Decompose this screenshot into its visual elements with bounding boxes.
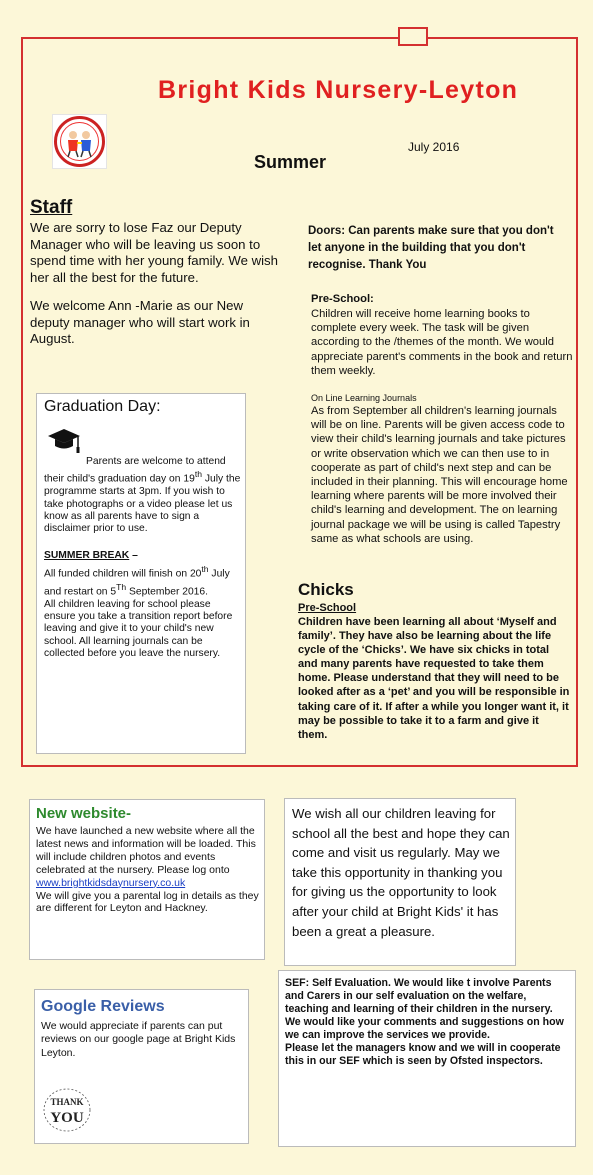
summer-break-text: [44, 563, 244, 661]
break-text-d: All children leaving for school please ensure you take a transition report before leaving and give it to your child's new school. All learning journals can be collected before you leave the nursery.: [44, 598, 233, 660]
thank-you-icon: [42, 1085, 92, 1135]
you-text: YOU: [50, 1110, 84, 1126]
graduation-heading: Graduation Day:: [44, 398, 161, 415]
farewell-text: We wish all our children leaving for school all the best and hope they can come and visit us regularly. May we take this opportunity in thanking you for giving us the opportunity to look after your child at Bright Kids' it has been a great a pleasure.: [292, 806, 510, 939]
website-link[interactable]: www.brightkidsdaynursery.co.uk: [36, 876, 186, 889]
break-text-c: September 2016.: [126, 586, 208, 598]
chicks-subheading: Pre-School: [298, 602, 357, 614]
sef-paragraph-2: We would like your comments and suggestions on how we can improve the services we provide.: [285, 1016, 564, 1041]
staff-paragraph-2: We welcome Ann -Marie as our New deputy manager who will start work in August.: [30, 298, 250, 346]
break-sup-a: th: [201, 564, 209, 574]
sef-paragraph-1: SEF: Self Evaluation. We would like t involve Parents and Carers in our self evaluation on the welfare, teaching and learning of their children in the nursery.: [285, 977, 553, 1015]
summer-break-heading: [44, 550, 138, 561]
frame-tab: [398, 27, 428, 46]
new-website-text: [36, 825, 262, 915]
doors-notice: Doors: Can parents make sure that you don't let anyone in the building that you don't recognise. Thank You: [308, 225, 554, 271]
google-reviews-heading: Google Reviews: [41, 998, 165, 1015]
newsletter-date: July 2016: [408, 140, 460, 154]
graduation-text: [44, 456, 244, 536]
staff-paragraph-1: We are sorry to lose Faz our Deputy Manager who will be leaving us soon to spend time with her young family. We wish her all the best for the future.: [30, 220, 278, 285]
summer-break-dash: –: [129, 550, 138, 561]
chicks-heading: Chicks: [298, 580, 354, 599]
graduation-cap-icon: [46, 426, 86, 456]
break-text-b: July and restart on 5: [44, 568, 230, 598]
staff-heading: Staff: [30, 197, 73, 218]
summer-break-title: SUMMER BREAK: [44, 550, 130, 561]
season-heading: Summer: [254, 152, 327, 172]
break-sup-b: Th: [116, 581, 127, 592]
sef-text: [285, 977, 572, 1068]
nursery-logo-icon: [52, 114, 107, 169]
chicks-text: Children have been learning all about ‘Myself and family’. They have also be learning about the life cycle of the ‘Chicks’. We have six chicks in total and many parents have requested to take them home. Please understand that they will need to be looked after as a ‘pet’ and you will be responsible in taking care of it. If after a while you longer want it, it may be possible to take it to a farm and give it them.: [298, 616, 570, 741]
break-text-a: All funded children will finish on 20: [44, 568, 202, 580]
graduation-sup-a: th: [194, 469, 202, 480]
preschool-text: Children will receive home learning books to complete every week. The task will be given according to the /themes of the month. We would appreciate parent's comments in the book and return them weekly.: [311, 308, 573, 377]
sef-paragraph-3: Please let the managers know and we will in cooperate this in our SEF which is seen by Ofsted inspectors.: [285, 1042, 561, 1067]
new-website-text-a: We have launched a new website where all the latest news and information will be loaded. This will include children photos and events celebrated at the nursery. Please log onto: [36, 825, 256, 876]
graduation-text-a: Parents are welcome to attend their child's graduation day on 19: [44, 456, 226, 485]
page-title: Bright Kids Nursery-Leyton: [158, 76, 519, 104]
google-reviews-text: We would appreciate if parents can put reviews on our google page at Bright Kids Leyton.: [41, 1020, 236, 1059]
thank-text: THANK: [50, 1097, 84, 1107]
new-website-heading: New website-: [36, 805, 132, 822]
graduation-text-b: July the programme starts at 3pm. If you wish to take photographs or a video please let us know as all parents have to sign a disclaimer prior to use.: [44, 473, 241, 535]
online-journals-text: As from September all children's learning journals will be on line. Parents will be given access code to view their child's learning journals and take pictures or write observation which we can then use to in cooperate as part of child's next step and can be included in their planning. This will encourage home learning where parents will be more involved their child's learning and development. The on learning journal package we will be using is called Tapestry same as what schools are using.: [311, 405, 568, 545]
preschool-heading: Pre-School:: [311, 293, 374, 305]
new-website-text-b: We will give you a parental log in details as they are different for Leyton and Hackney.: [36, 889, 259, 915]
online-journals-heading: On Line Learning Journals: [311, 393, 417, 403]
